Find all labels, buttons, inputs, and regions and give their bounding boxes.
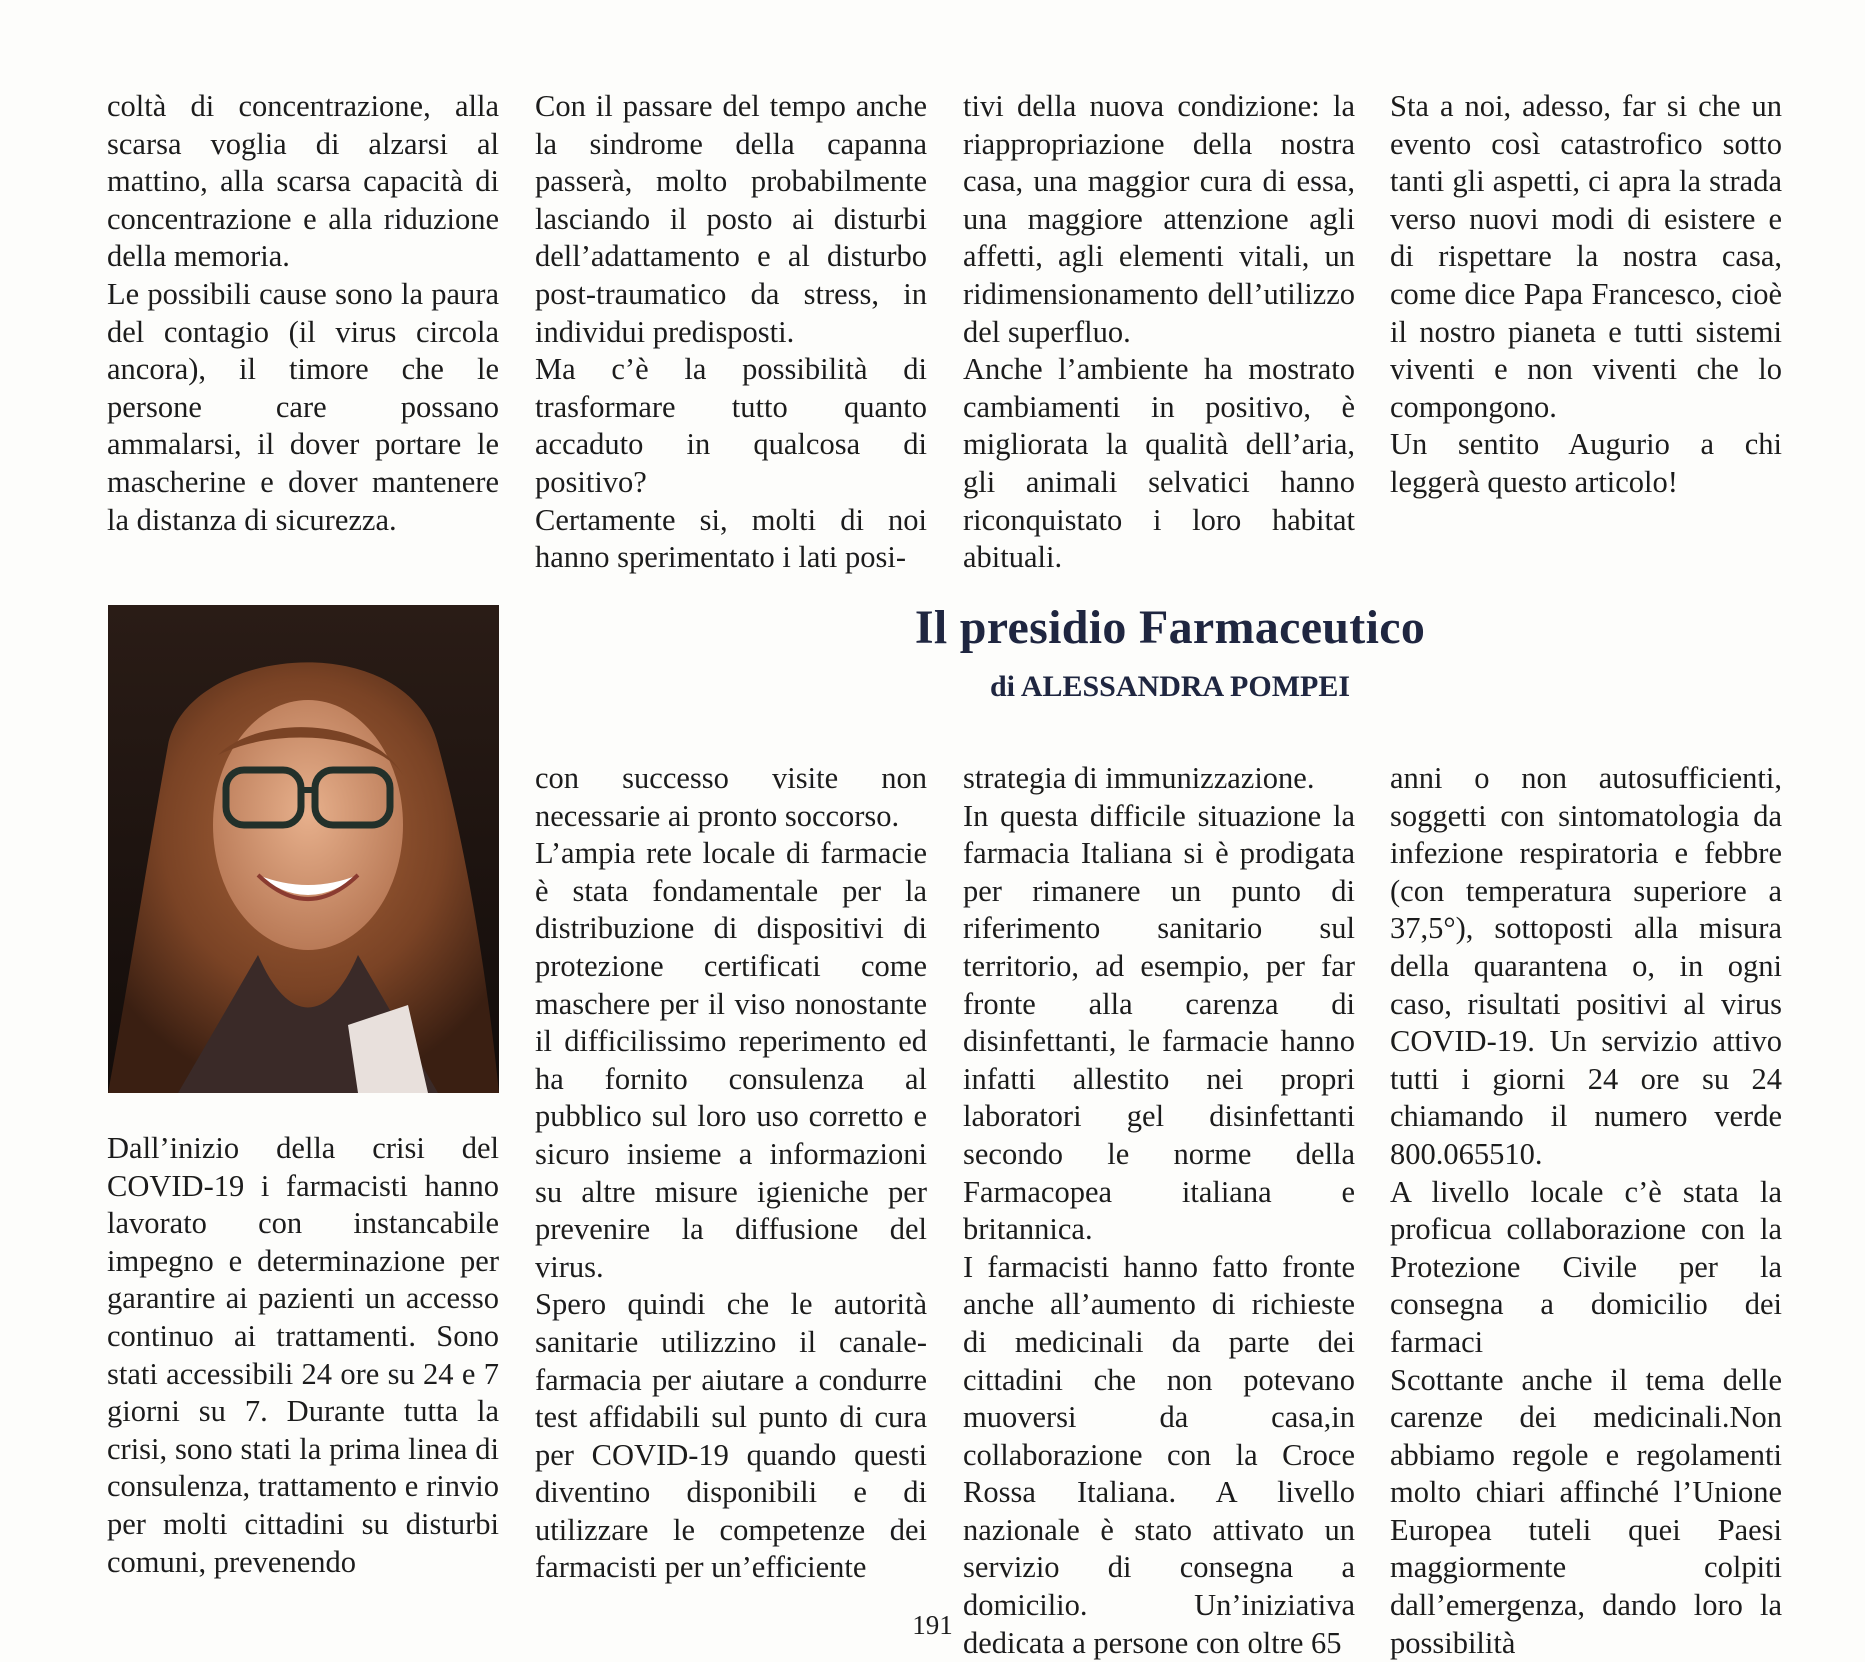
author-photo — [108, 605, 499, 1093]
paragraph: Spero quindi che le autorità sanitarie utilizzino il canale-farmacia per aiutare a condurre test affidabili sul punto di cura per COVID-19 quando questi diventino disponibili e di utilizzare le competenze dei farmacisti per un’efficiente — [535, 1286, 927, 1587]
paragraph: Dall’inizio della crisi del COVID-19 i farmacisti hanno lavorato con instancabile impegno e determinazione per garantire ai pazienti un accesso continuo ai trattamenti. Sono stati accessibili 24 ore su 24 e 7 giorni su 7. Durante tutta la crisi, sono stati la prima linea di consulenza, trattamento e rinvio per molti cittadini su disturbi comuni, prevenendo — [107, 1130, 499, 1581]
page-number: 191 — [0, 1610, 1865, 1641]
top-column-1 — [107, 88, 499, 539]
article-column-1 — [107, 1130, 499, 1581]
paragraph: Certamente si, molti di noi hanno sperimentato i lati posi- — [535, 502, 927, 577]
paragraph: con successo visite non necessarie ai pronto soccorso. — [535, 760, 927, 835]
article-byline: di ALESSANDRA POMPEI — [860, 670, 1480, 704]
top-column-3 — [963, 88, 1355, 577]
paragraph: L’ampia rete locale di farmacie è stata fondamentale per la distribuzione di dispositivi di protezione certificati come maschere per il viso nonostante il difficilissimo reperimento ed ha fornito consulenza al pubblico sul loro uso corretto e sicuro insieme a informazioni su altre misure igieniche per prevenire la diffusione del virus. — [535, 835, 927, 1286]
paragraph: tivi della nuova condizione: la riappropriazione della nostra casa, una maggior cura di essa, una maggiore attenzione agli affetti, agli elementi vitali, un ridimensionamento dell’utilizzo del superfluo. — [963, 88, 1355, 351]
paragraph: Scottante anche il tema delle carenze dei medicinali.Non abbiamo regole e regolamenti molto chiari affinché l’Unione Europea tuteli quei Paesi maggiormente colpiti dall’emergenza, dando loro la possibilità — [1390, 1362, 1782, 1662]
paragraph: I farmacisti hanno fatto fronte anche all’aumento di richieste di medicinali da parte dei cittadini che non potevano muoversi da casa,in collaborazione con la Croce Rossa Italiana. A livello nazionale è stato attivato un servizio di consegna a domicilio. Un’iniziativa dedicata a persone con oltre 65 — [963, 1249, 1355, 1662]
article-column-2 — [535, 760, 927, 1587]
top-column-4 — [1390, 88, 1782, 502]
paragraph: Sta a noi, adesso, far si che un evento così catastrofico sotto tanti gli aspetti, ci apra la strada verso nuovi modi di esistere e di rispettare la nostra casa, come dice Papa Francesco, cioè il nostro pianeta e tutti sistemi viventi e non viventi che lo compongono. — [1390, 88, 1782, 426]
paragraph: Con il passare del tempo anche la sindrome della capanna passerà, molto probabilmente lasciando il posto ai disturbi dell’adattamento e al disturbo post-traumatico da stress, in individui predisposti. — [535, 88, 927, 351]
paragraph: Anche l’ambiente ha mostrato cambiamenti in positivo, è migliorata la qualità dell’aria, gli animali selvatici hanno riconquistato i loro habitat abituali. — [963, 351, 1355, 577]
paragraph: anni o non autosufficienti, soggetti con sintomatologia da infezione respiratoria e febbre (con temperatura superiore a 37,5°), sottoposti alla misura della quarantena o, in ogni caso, risultati positivi al virus COVID-19. Un servizio attivo tutti i giorni 24 ore su 24 chiamando il numero verde 800.065510. — [1390, 760, 1782, 1174]
paragraph: A livello locale c’è stata la proficua collaborazione con la Protezione Civile per la consegna a domicilio dei farmaci — [1390, 1174, 1782, 1362]
paragraph: In questa difficile situazione la farmacia Italiana si è prodigata per rimanere un punto di riferimento sanitario sul territorio, ad esempio, per far fronte alla carenza di disinfettanti, le farmacie hanno infatti allestito nei propri laboratori gel disinfettanti secondo le norme della Farmacopea italiana e britannica. — [963, 798, 1355, 1249]
paragraph: Le possibili cause sono la paura del contagio (il virus circola ancora), il timore che le persone care possano ammalarsi, il dover portare le mascherine e dover mantenere la distanza di sicurezza. — [107, 276, 499, 539]
top-column-2 — [535, 88, 927, 577]
author-portrait-image — [108, 605, 499, 1093]
article-column-4 — [1390, 760, 1782, 1662]
paragraph: coltà di concentrazione, alla scarsa voglia di alzarsi al mattino, alla scarsa capacità di concentrazione e alla riduzione della memoria. — [107, 88, 499, 276]
paragraph: strategia di immunizzazione. — [963, 760, 1355, 798]
paragraph: Un sentito Augurio a chi leggerà questo articolo! — [1390, 426, 1782, 501]
article-title: Il presidio Farmaceutico — [860, 600, 1480, 655]
paragraph: Ma c’è la possibilità di trasformare tutto quanto accaduto in qualcosa di positivo? — [535, 351, 927, 501]
article-column-3 — [963, 760, 1355, 1662]
